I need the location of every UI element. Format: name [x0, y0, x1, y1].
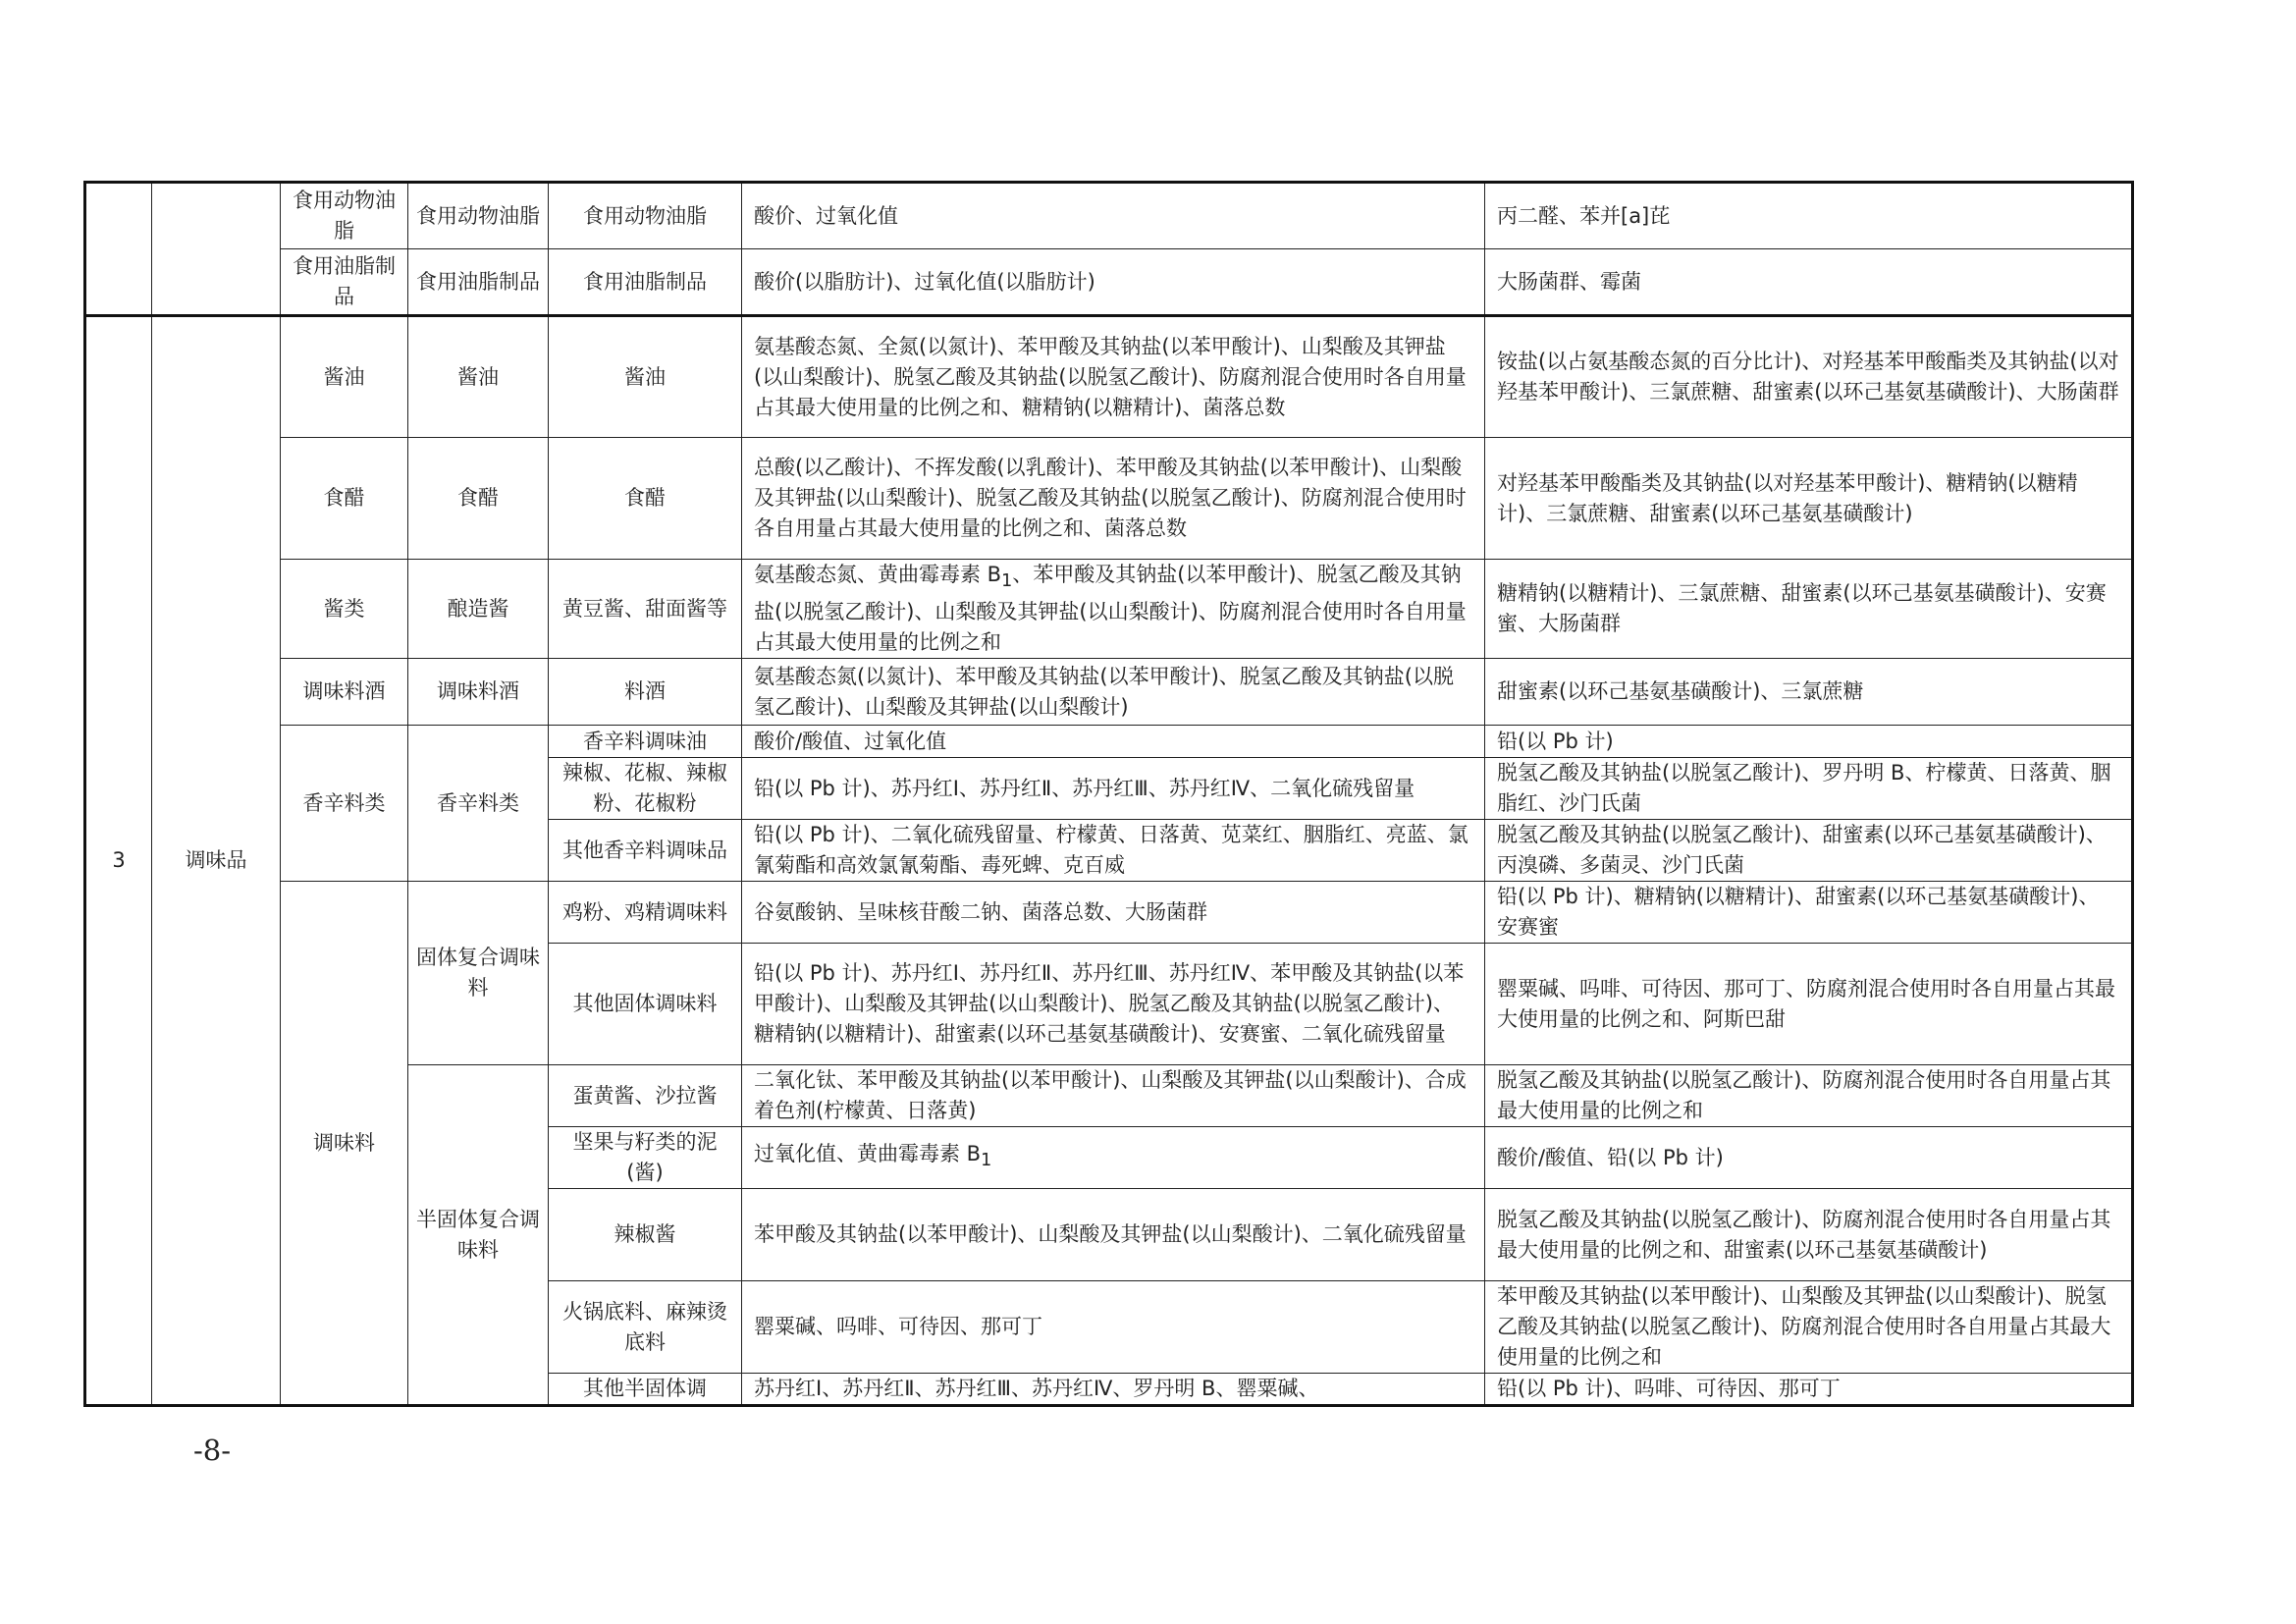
detail-cell: 其他半固体调	[549, 1374, 742, 1406]
detail-cell: 酱油	[549, 316, 742, 438]
detail-cell: 坚果与籽类的泥(酱)	[549, 1127, 742, 1189]
optional-items-cell: 对羟基苯甲酸酯类及其钠盐(以对羟基苯甲酸计)、糖精钠(以糖精计)、三氯蔗糖、甜蜜素(以环己基氨基磺酸计)	[1485, 438, 2133, 560]
optional-items-cell: 脱氢乙酸及其钠盐(以脱氢乙酸计)、罗丹明 B、柠檬黄、日落黄、胭脂红、沙门氏菌	[1485, 758, 2133, 820]
category-cell: 调味品	[152, 316, 281, 1406]
variety-cell: 食醋	[408, 438, 549, 560]
variety-cell: 酿造酱	[408, 560, 549, 659]
optional-items-cell: 铅(以 Pb 计)	[1485, 726, 2133, 758]
detail-cell: 食用动物油脂	[549, 183, 742, 249]
table-row	[85, 183, 2133, 249]
detail-cell: 蛋黄酱、沙拉酱	[549, 1065, 742, 1127]
required-items-cell: 苏丹红Ⅰ、苏丹红Ⅱ、苏丹红Ⅲ、苏丹红Ⅳ、罗丹明 B、罂粟碱、	[742, 1374, 1485, 1406]
table-row	[85, 726, 2133, 758]
variety-cell: 食用动物油脂	[408, 183, 549, 249]
optional-items-cell: 脱氢乙酸及其钠盐(以脱氢乙酸计)、防腐剂混合使用时各自用量占其最大使用量的比例之和、甜蜜素(以环己基氨基磺酸计)	[1485, 1189, 2133, 1281]
detail-cell: 辣椒、花椒、辣椒粉、花椒粉	[549, 758, 742, 820]
required-items-cell: 酸价/酸值、过氧化值	[742, 726, 1485, 758]
required-items-cell: 总酸(以乙酸计)、不挥发酸(以乳酸计)、苯甲酸及其钠盐(以苯甲酸计)、山梨酸及其钾盐(以山梨酸计)、脱氢乙酸及其钠盐(以脱氢乙酸计)、防腐剂混合使用时各自用量占其最大使用量的比例之和、菌落总数	[742, 438, 1485, 560]
detail-cell: 食醋	[549, 438, 742, 560]
detail-cell: 香辛料调味油	[549, 726, 742, 758]
optional-items-cell: 糖精钠(以糖精计)、三氯蔗糖、甜蜜素(以环己基氨基磺酸计)、安赛蜜、大肠菌群	[1485, 560, 2133, 659]
required-items-cell: 铅(以 Pb 计)、苏丹红Ⅰ、苏丹红Ⅱ、苏丹红Ⅲ、苏丹红Ⅳ、苯甲酸及其钠盐(以苯甲酸计)、山梨酸及其钾盐(以山梨酸计)、脱氢乙酸及其钠盐(以脱氢乙酸计)、糖精钠(以糖精计)、甜蜜素(以环己基氨基磺酸计)、安赛蜜、二氧化硫残留量	[742, 944, 1485, 1065]
subscript: 1	[1001, 571, 1013, 592]
table-row	[85, 659, 2133, 726]
detail-cell: 鸡粉、鸡精调味料	[549, 882, 742, 944]
detail-cell: 其他固体调味料	[549, 944, 742, 1065]
seq-cell	[85, 183, 152, 316]
required-items-cell	[742, 1127, 1485, 1189]
optional-items-cell: 甜蜜素(以环己基氨基磺酸计)、三氯蔗糖	[1485, 659, 2133, 726]
table-row	[85, 316, 2133, 438]
required-items-cell: 酸价、过氧化值	[742, 183, 1485, 249]
required-items-cell: 铅(以 Pb 计)、二氧化硫残留量、柠檬黄、日落黄、苋菜红、胭脂红、亮蓝、氯氰菊酯和高效氯氰菊酯、毒死蜱、克百威	[742, 820, 1485, 882]
subcategory-cell: 调味料	[281, 882, 408, 1406]
optional-items-cell: 丙二醛、苯并[a]芘	[1485, 183, 2133, 249]
table-row	[85, 560, 2133, 659]
detail-cell: 食用油脂制品	[549, 249, 742, 316]
subcategory-cell: 酱油	[281, 316, 408, 438]
detail-cell: 料酒	[549, 659, 742, 726]
subscript: 1	[981, 1151, 992, 1171]
table-row	[85, 882, 2133, 944]
subcategory-cell: 酱类	[281, 560, 408, 659]
subcategory-cell: 食醋	[281, 438, 408, 560]
subcategory-cell: 调味料酒	[281, 659, 408, 726]
required-items-cell: 二氧化钛、苯甲酸及其钠盐(以苯甲酸计)、山梨酸及其钾盐(以山梨酸计)、合成着色剂(柠檬黄、日落黄)	[742, 1065, 1485, 1127]
subcategory-cell: 食用油脂制品	[281, 249, 408, 316]
text-segment: 、苯甲酸及其钠盐(以苯甲酸计)、脱氢乙酸及其钠盐(以脱氢乙酸计)、山梨酸及其钾盐(以山梨酸计)、防腐剂混合使用时各自用量占其最大使用量的比例之和	[754, 563, 1467, 655]
required-items-cell: 酸价(以脂肪计)、过氧化值(以脂肪计)	[742, 249, 1485, 316]
required-items-cell	[742, 560, 1485, 659]
optional-items-cell: 罂粟碱、吗啡、可待因、那可丁、防腐剂混合使用时各自用量占其最大使用量的比例之和、阿斯巴甜	[1485, 944, 2133, 1065]
optional-items-cell: 大肠菌群、霉菌	[1485, 249, 2133, 316]
subcategory-cell: 食用动物油脂	[281, 183, 408, 249]
text-segment: 氨基酸态氮、黄曲霉毒素 B	[754, 563, 1002, 586]
optional-items-cell: 铅(以 Pb 计)、吗啡、可待因、那可丁	[1485, 1374, 2133, 1406]
variety-cell: 调味料酒	[408, 659, 549, 726]
detail-cell: 其他香辛料调味品	[549, 820, 742, 882]
subcategory-cell: 香辛料类	[281, 726, 408, 882]
seq-cell: 3	[85, 316, 152, 1406]
detail-cell: 火锅底料、麻辣烫底料	[549, 1281, 742, 1374]
variety-cell: 半固体复合调味料	[408, 1065, 549, 1406]
variety-cell: 食用油脂制品	[408, 249, 549, 316]
required-items-cell: 罂粟碱、吗啡、可待因、那可丁	[742, 1281, 1485, 1374]
category-cell	[152, 183, 281, 316]
optional-items-cell: 铵盐(以占氨基酸态氮的百分比计)、对羟基苯甲酸酯类及其钠盐(以对羟基苯甲酸计)、三氯蔗糖、甜蜜素(以环己基氨基磺酸计)、大肠菌群	[1485, 316, 2133, 438]
page-number: -8-	[193, 1434, 232, 1467]
food-inspection-table	[83, 181, 2134, 1407]
variety-cell: 香辛料类	[408, 726, 549, 882]
optional-items-cell: 脱氢乙酸及其钠盐(以脱氢乙酸计)、防腐剂混合使用时各自用量占其最大使用量的比例之和	[1485, 1065, 2133, 1127]
variety-cell: 固体复合调味料	[408, 882, 549, 1065]
variety-cell: 酱油	[408, 316, 549, 438]
optional-items-cell: 酸价/酸值、铅(以 Pb 计)	[1485, 1127, 2133, 1189]
required-items-cell: 苯甲酸及其钠盐(以苯甲酸计)、山梨酸及其钾盐(以山梨酸计)、二氧化硫残留量	[742, 1189, 1485, 1281]
required-items-cell: 氨基酸态氮(以氮计)、苯甲酸及其钠盐(以苯甲酸计)、脱氢乙酸及其钠盐(以脱氢乙酸计)、山梨酸及其钾盐(以山梨酸计)	[742, 659, 1485, 726]
required-items-cell: 铅(以 Pb 计)、苏丹红Ⅰ、苏丹红Ⅱ、苏丹红Ⅲ、苏丹红Ⅳ、二氧化硫残留量	[742, 758, 1485, 820]
text-segment: 过氧化值、黄曲霉毒素 B	[754, 1142, 982, 1166]
table-row	[85, 438, 2133, 560]
optional-items-cell: 铅(以 Pb 计)、糖精钠(以糖精计)、甜蜜素(以环己基氨基磺酸计)、安赛蜜	[1485, 882, 2133, 944]
optional-items-cell: 苯甲酸及其钠盐(以苯甲酸计)、山梨酸及其钾盐(以山梨酸计)、脱氢乙酸及其钠盐(以脱氢乙酸计)、防腐剂混合使用时各自用量占其最大使用量的比例之和	[1485, 1281, 2133, 1374]
detail-cell: 辣椒酱	[549, 1189, 742, 1281]
optional-items-cell: 脱氢乙酸及其钠盐(以脱氢乙酸计)、甜蜜素(以环己基氨基磺酸计)、丙溴磷、多菌灵、沙门氏菌	[1485, 820, 2133, 882]
required-items-cell: 氨基酸态氮、全氮(以氮计)、苯甲酸及其钠盐(以苯甲酸计)、山梨酸及其钾盐(以山梨酸计)、脱氢乙酸及其钠盐(以脱氢乙酸计)、防腐剂混合使用时各自用量占其最大使用量的比例之和、糖精钠(以糖精计)、菌落总数	[742, 316, 1485, 438]
table-row	[85, 249, 2133, 316]
detail-cell: 黄豆酱、甜面酱等	[549, 560, 742, 659]
required-items-cell: 谷氨酸钠、呈味核苷酸二钠、菌落总数、大肠菌群	[742, 882, 1485, 944]
